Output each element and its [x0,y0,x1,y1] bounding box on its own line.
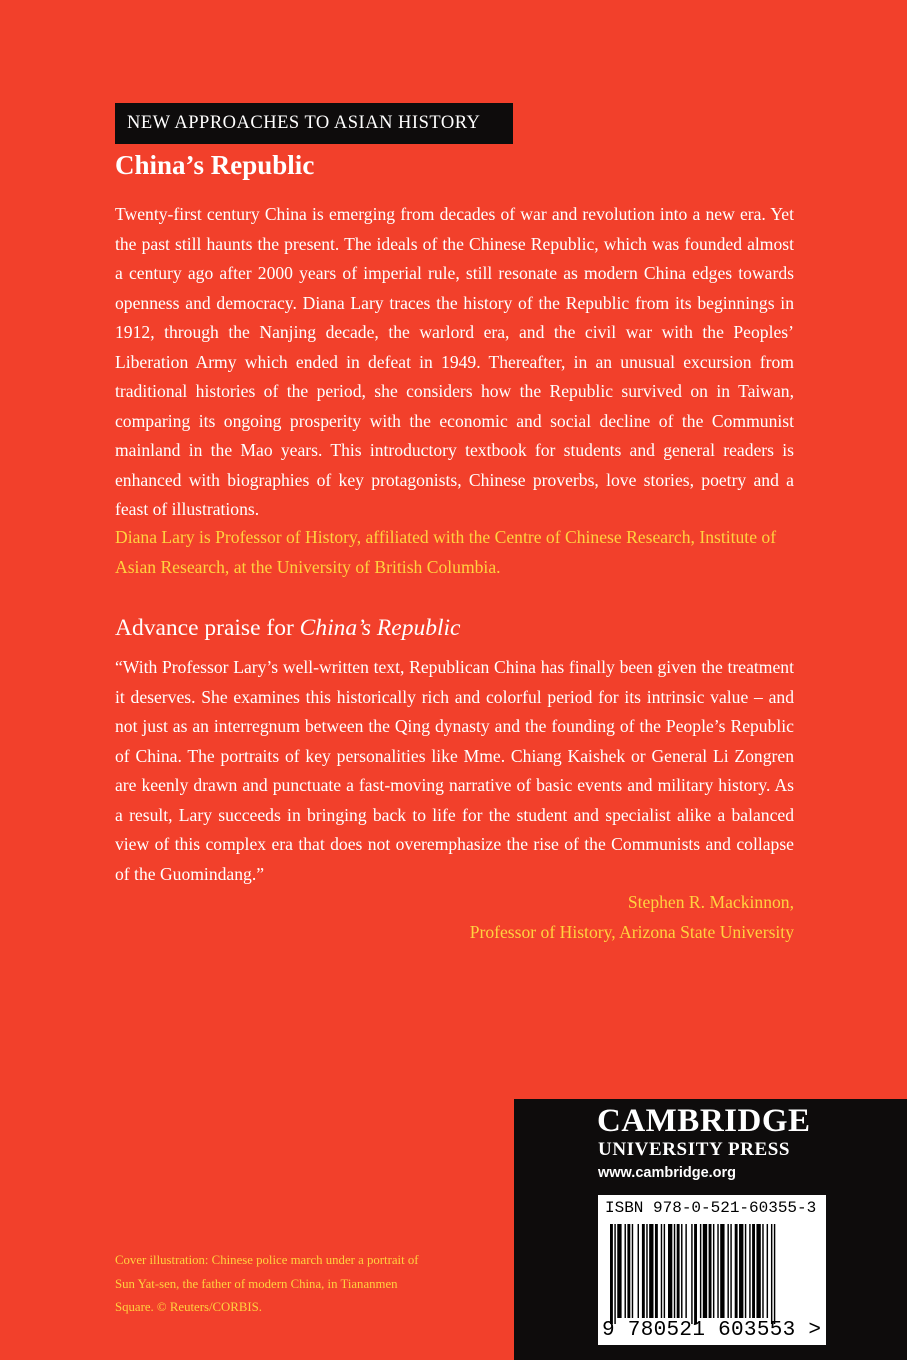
barcode-bar [713,1224,714,1318]
barcode-box [598,1195,826,1345]
barcode-bar [668,1224,672,1318]
barcode-bar [685,1224,686,1318]
barcode-bar [681,1224,682,1318]
publisher-url: www.cambridge.org [598,1165,737,1181]
barcode-bar [674,1224,675,1318]
isbn-label: ISBN 978-0-521-60355-3 [605,1199,817,1217]
barcode-bar [720,1224,724,1318]
series-banner [115,103,513,144]
barcode-bar [661,1224,662,1318]
barcode-bar [749,1224,750,1318]
barcode-bar [745,1224,746,1318]
barcode-bar [739,1224,743,1318]
barcode-bar [730,1224,731,1318]
cover-credit: Cover illustration: Chinese police march under a portrait of Sun Yat-sen, the father of modern China, in Tiananmen Square. © Reuters/CORBIS. [115,1253,419,1314]
barcode-bar [614,1224,615,1324]
barcode-bar [762,1224,763,1318]
barcode-bar [709,1224,712,1318]
publisher-panel [514,1099,907,1360]
book-title: China’s Republic [115,150,315,180]
barcode-bar [677,1224,680,1318]
barcode-bar [727,1224,728,1318]
barcode-bar [632,1224,633,1318]
barcode-bar [700,1224,701,1318]
barcode-bar [717,1224,718,1318]
publisher-subname: UNIVERSITY PRESS [598,1139,791,1160]
barcode-bar [655,1224,658,1318]
barcode-bar [735,1224,738,1318]
barcode-bar [627,1224,630,1318]
attribution-name: Stephen R. Mackinnon, [627,892,794,912]
barcode-bar [610,1224,613,1324]
barcode-bar [694,1224,697,1324]
barcode-bar [752,1224,755,1318]
barcode-bar [642,1224,645,1318]
book-description: Twenty-first century China is emerging from decades of war and revolution into a new era. Yet the past still haunts the present. The ideals of the Chinese Republic, which was founded almost a century ago after 2000 years of imperial rule, still resonate as modern China edges towards openness and democracy. Diana Lary traces the history of the Republic from its beginnings in 1912, through the Nanjing decade, the warlord era, and the civil war with the Peoples’ Liberation Army which ended in defeat in 1949. Thereafter, in an unusual excursion from traditional histories of the period, she considers how the Republic survived on in Taiwan, comparing its ongoing prosperity with the economic and social decline of the Communist mainland in the Mao years. This introductory textbook for students and general readers is enhanced with biographies of key protagonists, Chinese proverbs, love stories, poetry and a feast of illustrations. [115,204,794,519]
barcode-bar [767,1224,768,1318]
barcode-bar [638,1224,639,1318]
praise-attribution [344,888,794,947]
barcode-bar [771,1224,772,1324]
barcode-bar [664,1224,665,1318]
praise-heading-title: China’s Republic [299,615,461,641]
praise-quote: “With Professor Lary’s well-written text, Republican China has finally been given the treatment it deserves. She examines this historically rich and colorful period for its intrinsic value – and not just as an interregnum between the Qing dynasty and the founding of the People’s Republic of China. The portraits of key personalities like Mme. Chiang Kaishek or General Li Zongren are keenly drawn and punctuate a fast-moving narrative of basic events and military history. As a result, Lary succeeds in bringing back to life for the student and specialist alike a balanced view of this complex era that does not overemphasize the rise of the Communists and collapse of the Guomindang.” [115,657,794,884]
barcode-bar [646,1224,647,1318]
praise-heading [115,615,460,642]
barcode-bar [703,1224,707,1318]
attribution-title: Professor of History, Arizona State University [469,921,794,942]
barcode-bar [756,1224,760,1318]
series-banner-text: NEW APPROACHES TO ASIAN HISTORY [127,113,481,133]
publisher-name: CAMBRIDGE [597,1103,811,1139]
barcode-bar [691,1224,692,1324]
barcode-bar [617,1224,621,1318]
praise-heading-prefix: Advance praise for [115,615,294,641]
author-bio: Diana Lary is Professor of History, affiliated with the Centre of Chinese Research, Institute of Asian Research, at the University of British Columbia. [115,527,777,577]
barcode-bar [774,1224,775,1324]
barcode-bar [625,1224,626,1318]
barcode-digits: 9 780521 603553 > [602,1319,822,1342]
barcode-bar [649,1224,653,1318]
